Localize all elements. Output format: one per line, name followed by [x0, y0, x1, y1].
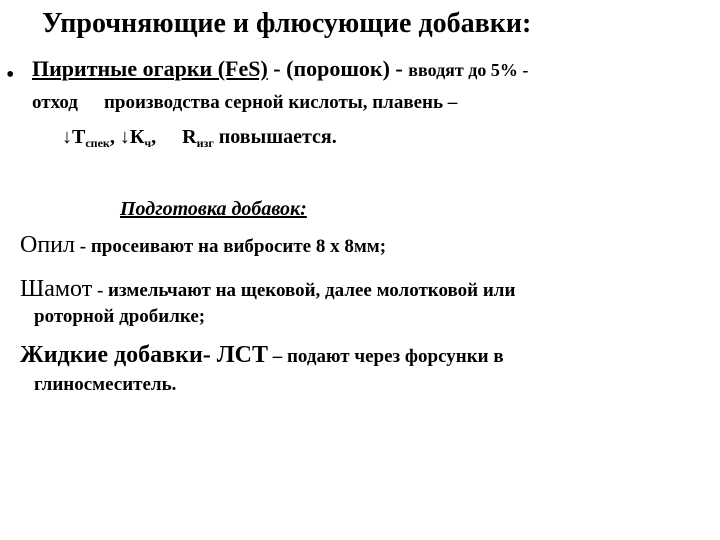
item-term: Опил	[20, 232, 75, 258]
pyrite-line-2	[32, 92, 457, 114]
comma: ,	[151, 126, 157, 148]
r-increase: повышается.	[213, 126, 337, 148]
item-continuation: глиносмеситель.	[34, 374, 177, 395]
list-item-sawdust	[20, 232, 386, 259]
list-item-liquid-additives	[20, 342, 504, 369]
pyrite-origin: производства серной кислоты, плавень –	[103, 92, 458, 113]
item-desc: - измельчают на щековой, далее молотковой или	[92, 280, 516, 301]
k-symbol: , ↓К	[109, 126, 145, 148]
t-subscript: спек	[85, 136, 110, 150]
pyrite-dose: вводят до 5% -	[408, 60, 529, 80]
pyrite-term: Пиритные огарки (FeS)	[32, 56, 268, 81]
t-symbol: ↓Т	[62, 126, 86, 148]
item-continuation: роторной дробилке;	[34, 306, 206, 327]
pyrite-waste: отход	[32, 92, 78, 113]
pyrite-line-1	[32, 56, 528, 82]
page-title: Упрочняющие и флюсующие добавки:	[42, 8, 532, 39]
bullet-icon: •	[6, 62, 15, 88]
pyrite-powder: - (порошок) -	[267, 56, 409, 81]
section-title: Подготовка добавок:	[120, 198, 307, 220]
k-subscript: ч	[144, 136, 152, 150]
item-term: Жидкие добавки- ЛСТ	[20, 342, 268, 368]
list-item-chamotte	[20, 276, 515, 303]
pyrite-line-3	[62, 126, 337, 151]
r-symbol: R	[182, 126, 197, 148]
item-desc: – подают через форсунки в	[267, 346, 504, 367]
r-subscript: изг	[196, 136, 214, 150]
item-term: Шамот	[20, 276, 93, 302]
item-desc: - просеивают на вибросите 8 х 8мм;	[75, 236, 387, 257]
